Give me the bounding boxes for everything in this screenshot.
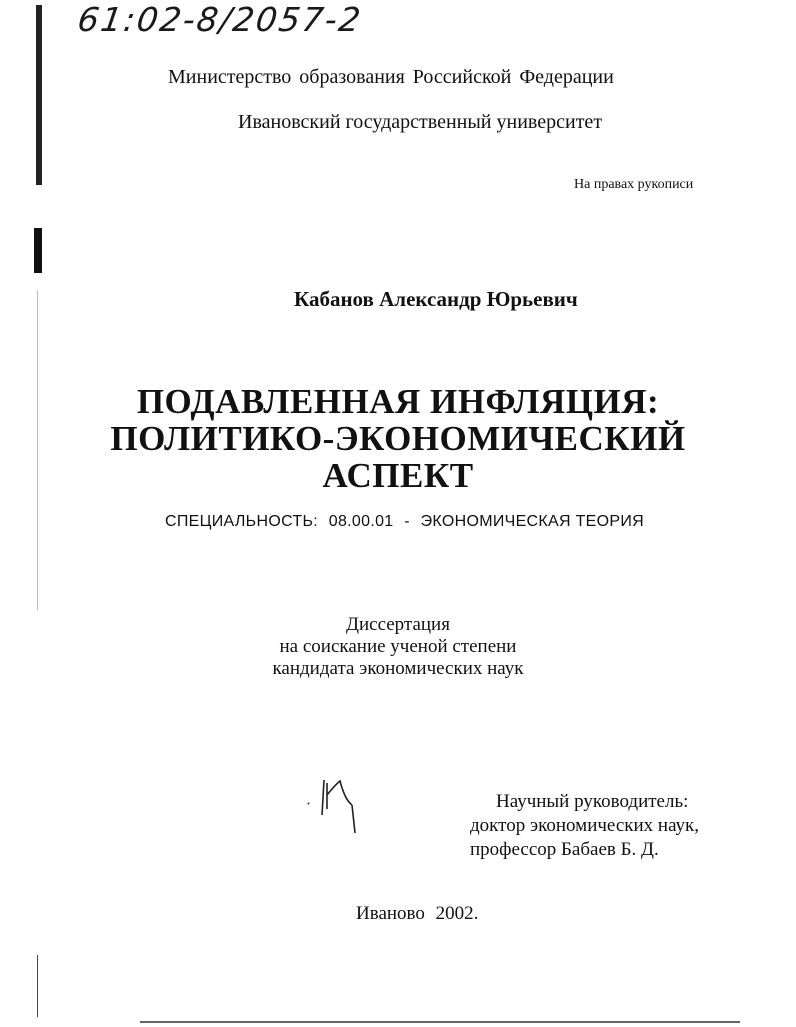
supervisor-info <box>470 790 699 862</box>
specialty-label: СПЕЦИАЛЬНОСТЬ: <box>165 513 319 530</box>
dissertation-line-1: Диссертация <box>346 614 450 635</box>
dissertation-line-3: кандидата экономических наук <box>272 658 524 679</box>
specialty-name: ЭКОНОМИЧЕСКАЯ ТЕОРИЯ <box>420 513 645 530</box>
title-line-2: ПОЛИТИКО-ЭКОНОМИЧЕСКИЙ <box>110 419 686 458</box>
dissertation-line-2: на соискание ученой степени <box>279 636 517 657</box>
binding-shadow <box>36 5 42 185</box>
supervisor-line-3: профессор Бабаев Б. Д. <box>470 839 659 860</box>
specialty-dash: - <box>404 513 410 530</box>
author-name: Кабанов Александр Юрьевич <box>294 287 578 311</box>
title-line-1: ПОДАВЛЕННАЯ ИНФЛЯЦИЯ: <box>136 382 660 421</box>
scan-bottom-line <box>140 1021 740 1023</box>
supervisor-line-1: Научный руководитель: <box>496 791 689 812</box>
archive-code: 61:02-8/2057-2 <box>75 0 365 39</box>
supervisor-line-2: доктор экономических наук, <box>470 815 700 836</box>
title-line-3: АСПЕКТ <box>322 456 474 495</box>
city-year: Иваново 2002. <box>356 903 479 924</box>
university-name: Ивановский государственный университет <box>238 111 603 133</box>
specialty-code: 08.00.01 <box>328 513 394 530</box>
manuscript-rights: На правах рукописи <box>574 177 694 192</box>
binding-mark <box>34 228 42 273</box>
thesis-title <box>0 383 796 494</box>
page-edge-line-bottom <box>37 955 38 1017</box>
signature-mark <box>300 775 370 840</box>
specialty <box>165 513 650 531</box>
dissertation-info <box>0 614 796 680</box>
ministry-name: Министерство образования Российской Федерации <box>168 66 614 88</box>
